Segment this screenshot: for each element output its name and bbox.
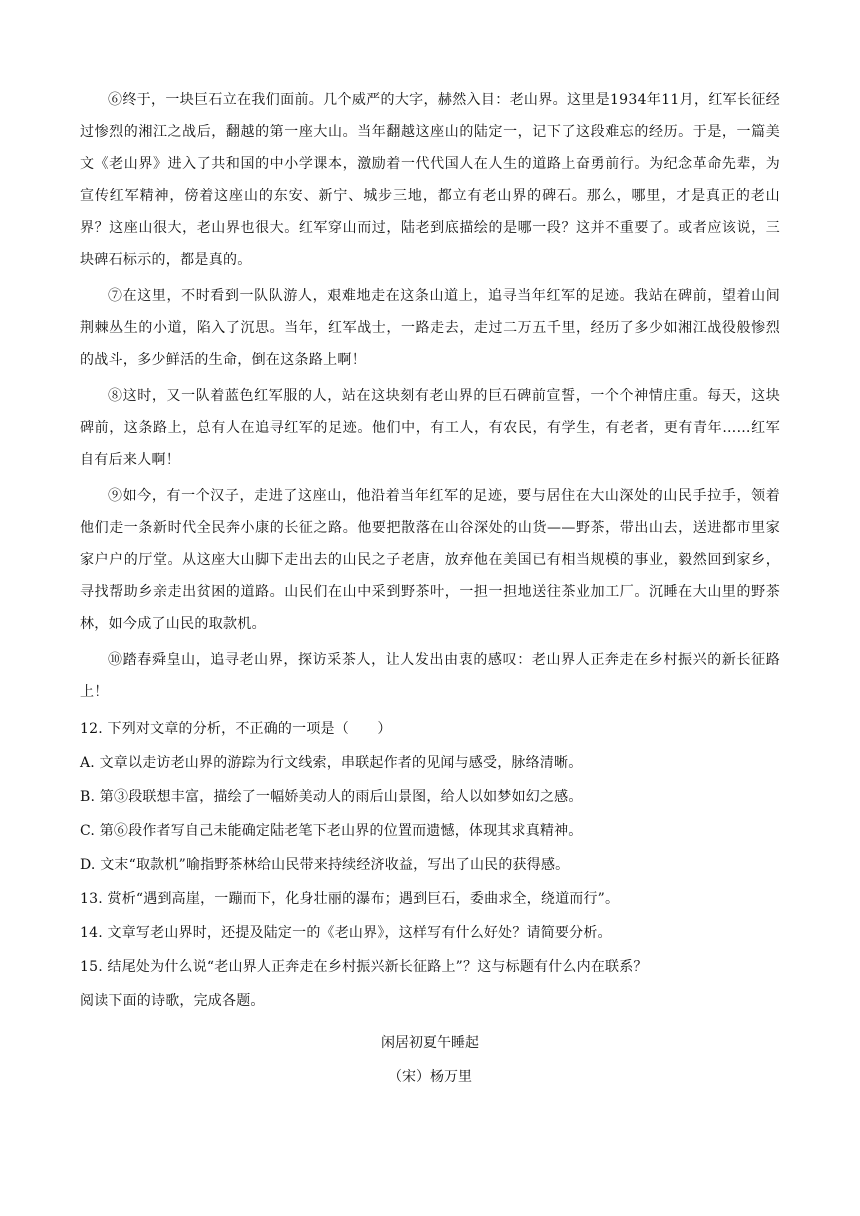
poem-title: 闲居初夏午睡起 xyxy=(381,1035,479,1051)
paragraph-9: ⑨如今，有一个汉子，走进了这座山，他沿着当年红军的足迹，要与居住在大山深处的山民手拉手，领着他们走一条新时代全民奔小康的长征之路。他要把散落在山谷深处的山货——野茶，带出山去，送进都市里家家户户的厅堂。从这座大山脚下走出去的山民之子老唐，放弃他在美国已有相当规模的事业，毅然回到家乡，寻找帮助乡亲走出贫困的道路。山民们在山中采到野茶叶，一担一担地送往茶业加工厂。沉睡在大山里的野茶林，如今成了山民的取款机。 xyxy=(80,488,780,632)
question-13: 13. 赏析“遇到高崖，一蹦而下，化身壮丽的瀑布；遇到巨石，委曲求全，绕道而行”。 xyxy=(80,891,620,907)
paragraph-8: ⑧这时，又一队着蓝色红军服的人，站在这块刻有老山界的巨石碑前宣誓，一个个神情庄重。每天，这块碑前，这条路上，总有人在追寻红军的足迹。他们中，有工人，有农民，有学生，有老者，更有青年……红军自有后来人啊！ xyxy=(80,388,780,468)
option-c: C. 第⑥段作者写自己未能确定陆老笔下老山界的位置而遗憾，体现其求真精神。 xyxy=(80,823,583,839)
option-b: B. 第③段联想丰富，描绘了一幅娇美动人的雨后山景图，给人以如梦如幻之感。 xyxy=(80,789,583,805)
question-12: 12. 下列对文章的分析，不正确的一项是（ ） xyxy=(80,721,392,737)
poem-author: （宋）杨万里 xyxy=(388,1069,472,1085)
question-14: 14. 文章写老山界时，还提及陆定一的《老山界》，这样写有什么好处？请简要分析。 xyxy=(80,925,612,941)
option-d: D. 文末“取款机”喻指野茶林给山民带来持续经济收益，写出了山民的获得感。 xyxy=(80,857,570,873)
option-a: A. 文章以走访老山界的游踪为行文线索，串联起作者的见闻与感受，脉络清晰。 xyxy=(80,755,583,771)
paragraph-10: ⑩踏春舜皇山，追寻老山界，探访采茶人，让人发出由衷的感叹：老山界人正奔走在乡村振兴的新长征路上！ xyxy=(80,652,780,700)
paragraph-6: ⑥终于，一块巨石立在我们面前。几个威严的大字，赫然入目：老山界。这里是1934年11月，红军长征经过惨烈的湘江之战后，翻越的第一座大山。当年翻越这座山的陆定一，记下了这段难忘的经历。于是，一篇美文《老山界》进入了共和国的中小学课本，激励着一代代国人在人生的道路上奋勇前行。为纪念革命先辈，为宣传红军精神，傍着这座山的东安、新宁、城步三地，都立有老山界的碑石。那么，哪里，才是真正的老山界？这座山很大，老山界也很大。红军穿山而过，陆老到底描绘的是哪一段？这并不重要了。或者应该说，三块碑石标示的，都是真的。 xyxy=(80,92,780,268)
paragraph-7: ⑦在这里，不时看到一队队游人，艰难地走在这条山道上，追寻当年红军的足迹。我站在碑前，望着山间荆棘丛生的小道，陷入了沉思。当年，红军战士，一路走去，走过二万五千里，经历了多少如湘江战役般惨烈的战斗，多少鲜活的生命，倒在这条路上啊！ xyxy=(80,288,780,368)
poem-instruction: 阅读下面的诗歌，完成各题。 xyxy=(80,993,265,1009)
document-content xyxy=(80,84,780,1094)
question-15: 15. 结尾处为什么说“老山界人正奔走在乡村振兴新长征路上”？这与标题有什么内在联系？ xyxy=(80,959,648,975)
